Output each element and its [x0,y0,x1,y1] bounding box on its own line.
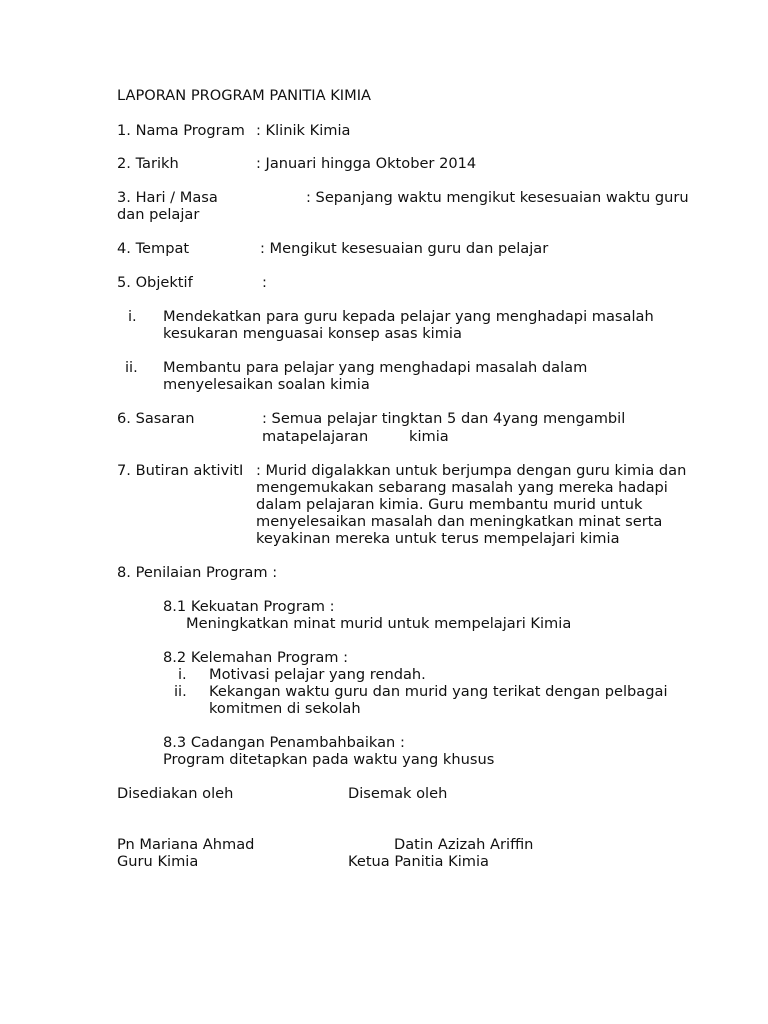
cadangan-text: Program ditetapkan pada waktu yang khusus [163,751,495,768]
butiran-line-3: menyelesaikan masalah dan meningkatkan minat serta [256,513,663,530]
tarikh-label: 2. Tarikh [117,155,179,172]
kelemahan-item-1-line-1: Motivasi pelajar yang rendah. [209,666,426,683]
document-title: LAPORAN PROGRAM PANITIA KIMIA [117,87,371,104]
checked-by-label: Disemak oleh [348,785,448,802]
butiran-value: : Murid digalakkan untuk berjumpa dengan guru kimia dan [256,462,687,479]
kelemahan-item-2-marker: ii. [174,683,187,700]
hari-masa-value: : Sepanjang waktu mengikut kesesuaian waktu guru [306,189,689,206]
kelemahan-item-2-line-2: komitmen di sekolah [209,700,361,717]
objektif-item-2-marker: ii. [125,359,138,376]
checked-by-name: Datin Azizah Ariffin [394,836,534,853]
objektif-label: 5. Objektif [117,274,193,291]
objektif-item-2-line-1: Membantu para pelajar yang menghadapi masalah dalam [163,359,588,376]
kekuatan-heading: 8.1 Kekuatan Program : [163,598,335,615]
tarikh-value: : Januari hingga Oktober 2014 [256,155,477,172]
penilaian-heading: 8. Penilaian Program : [117,564,278,581]
objektif-item-1-marker: i. [128,308,137,325]
kelemahan-item-2-line-1: Kekangan waktu guru dan murid yang terikat dengan pelbagai [209,683,668,700]
prepared-by-role: Guru Kimia [117,853,199,870]
sasaran-continuation-2: kimia [409,428,449,445]
butiran-line-1: mengemukakan sebarang masalah yang mereka hadapi [256,479,668,496]
nama-program-label: 1. Nama Program [117,122,245,139]
sasaran-label: 6. Sasaran [117,410,195,427]
objektif-colon: : [262,274,267,291]
hari-masa-label: 3. Hari / Masa [117,189,218,206]
butiran-line-2: dalam pelajaran kimia. Guru membantu murid untuk [256,496,643,513]
kekuatan-text: Meningkatkan minat murid untuk mempelajari Kimia [186,615,572,632]
sasaran-continuation-1: matapelajaran [262,428,369,445]
objektif-item-1-line-2: kesukaran menguasai konsep asas kimia [163,325,462,342]
hari-masa-continuation: dan pelajar [117,206,200,223]
nama-program-value: : Klinik Kimia [256,122,351,139]
kelemahan-item-1-marker: i. [178,666,187,683]
butiran-line-4: keyakinan mereka untuk terus mempelajari kimia [256,530,620,547]
prepared-by-name: Pn Mariana Ahmad [117,836,255,853]
butiran-label: 7. Butiran aktivitI [117,462,244,479]
objektif-item-2-line-2: menyelesaikan soalan kimia [163,376,370,393]
objektif-item-1-line-1: Mendekatkan para guru kepada pelajar yang menghadapi masalah [163,308,654,325]
sasaran-value: : Semua pelajar tingktan 5 dan 4yang mengambil [262,410,626,427]
cadangan-heading: 8.3 Cadangan Penambahbaikan : [163,734,405,751]
kelemahan-heading: 8.2 Kelemahan Program : [163,649,349,666]
tempat-value: : Mengikut kesesuaian guru dan pelajar [260,240,549,257]
prepared-by-label: Disediakan oleh [117,785,234,802]
tempat-label: 4. Tempat [117,240,190,257]
checked-by-role: Ketua Panitia Kimia [348,853,489,870]
